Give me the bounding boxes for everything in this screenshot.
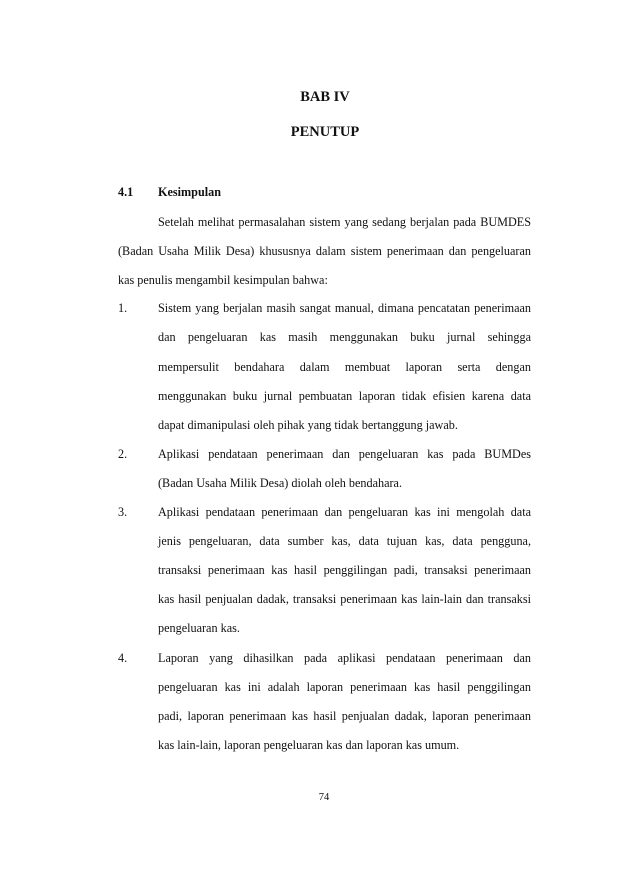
intro-line: (Badan Usaha Milik Desa) khususnya dalam sistem penerimaan dan pengeluaran [118, 244, 531, 258]
chapter-title: PENUTUP [290, 124, 360, 140]
list-item-line: Laporan yang dihasilkan pada aplikasi pendataan penerimaan dan [158, 651, 531, 665]
list-item-line: Sistem yang berjalan masih sangat manual, dimana pencatatan penerimaan [158, 301, 531, 315]
list-item-line: pengeluaran kas ini adalah laporan penerimaan kas hasil penggilingan [158, 680, 531, 694]
list-item-line: jenis pengeluaran, data sumber kas, data tujuan kas, data pengguna, [158, 534, 531, 548]
intro-line: kas penulis mengambil kesimpulan bahwa: [118, 273, 328, 287]
list-item-number: 3. [118, 505, 128, 519]
list-item-line: padi, laporan penerimaan kas hasil penjualan dadak, laporan penerimaan [158, 709, 531, 723]
list-item-number: 2. [118, 447, 128, 461]
list-item-line: Aplikasi pendataan penerimaan dan pengeluaran kas pada BUMDes [158, 447, 531, 461]
list-item-number: 1. [118, 301, 128, 315]
list-item-line: mempersulit bendahara dalam membuat laporan serta dengan [158, 360, 531, 374]
list-item-line: (Badan Usaha Milik Desa) diolah oleh bendahara. [158, 476, 403, 490]
list-item-line: kas lain-lain, laporan pengeluaran kas dan laporan kas umum. [158, 738, 460, 752]
list-item-line: dan pengeluaran kas masih menggunakan buku jurnal sehingga [158, 330, 531, 344]
list-item-line: Aplikasi pendataan penerimaan dan pengeluaran kas ini mengolah data [158, 505, 531, 519]
list-item-line: transaksi penerimaan kas hasil penggilingan padi, transaksi penerimaan [158, 563, 531, 577]
list-item-line: menggunakan buku jurnal pembuatan laporan tidak efisien karena data [158, 389, 531, 403]
list-item-line: pengeluaran kas. [158, 621, 240, 635]
page-number: 74 [318, 792, 330, 803]
list-item-number: 4. [118, 651, 128, 665]
section-number: 4.1 [118, 185, 134, 199]
section-title: Kesimpulan [158, 185, 221, 199]
list-item-line: kas hasil penjualan dadak, transaksi penerimaan kas lain-lain dan transaksi [158, 592, 531, 606]
chapter-number: BAB IV [300, 89, 350, 105]
intro-line: Setelah melihat permasalahan sistem yang sedang berjalan pada BUMDES [158, 215, 531, 229]
list-item-line: dapat dimanipulasi oleh pihak yang tidak bertanggung jawab. [158, 418, 458, 432]
